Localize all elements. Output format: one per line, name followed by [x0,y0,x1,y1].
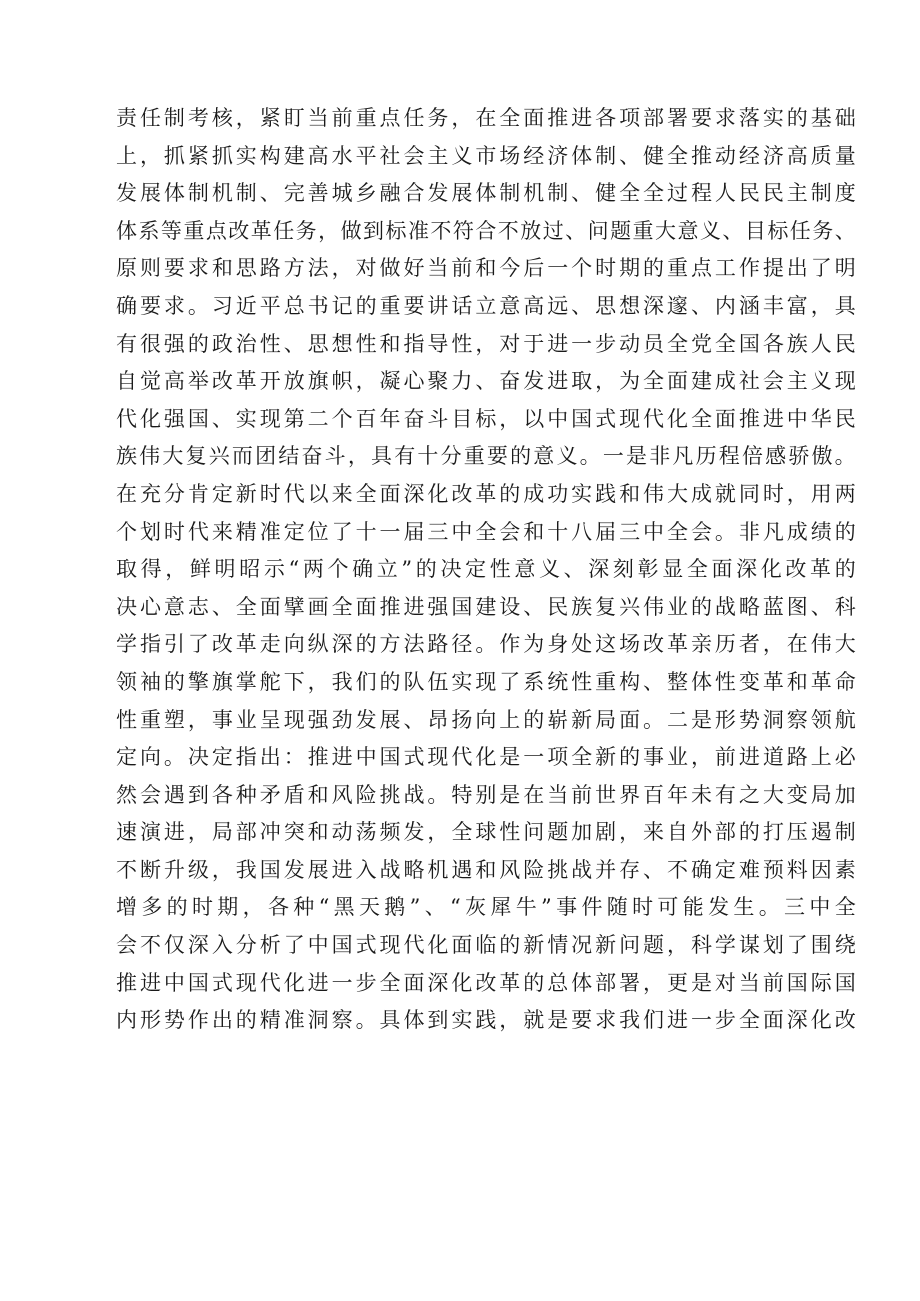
text-line-17: 性重塑，事业呈现强劲发展、昂扬向上的崭新局面。二是形势洞察领航 [116,707,856,732]
text-line-7: 有很强的政治性、思想性和指导性，对于进一步动员全党全国各族人民 [116,331,856,356]
text-line-3: 发展体制机制、完善城乡融合发展体制机制、健全全过程人民民主制度 [116,181,856,206]
text-line-15: 学指引了改革走向纵深的方法路径。作为身处这场改革亲历者，在伟大 [116,632,856,657]
text-line-2: 上，抓紧抓实构建高水平社会主义市场经济体制、健全推动经济高质量 [116,143,856,168]
body-text [116,100,856,1040]
text-line-4: 体系等重点改革任务，做到标准不符合不放过、问题重大意义、目标任务、 [116,218,856,243]
text-line-14: 决心意志、全面擘画全面推进强国建设、民族复兴伟业的战略蓝图、科 [116,594,856,619]
text-line-9: 代化强国、实现第二个百年奋斗目标，以中国式现代化全面推进中华民 [116,406,856,431]
text-line-12: 个划时代来精准定位了十一届三中全会和十八届三中全会。非凡成绩的 [116,519,856,544]
text-line-13: 取得，鲜明昭示“两个确立”的决定性意义、深刻彰显全面深化改革的 [116,557,856,582]
text-line-1: 责任制考核，紧盯当前重点任务，在全面推进各项部署要求落实的基础 [116,106,856,130]
text-line-5: 原则要求和思路方法，对做好当前和今后一个时期的重点工作提出了明 [116,256,856,281]
text-line-11: 在充分肯定新时代以来全面深化改革的成功实践和伟大成就同时，用两 [116,481,856,506]
text-line-8: 自觉高举改革开放旗帜，凝心聚力、奋发进取，为全面建成社会主义现 [116,369,856,394]
text-line-24: 推进中国式现代化进一步全面深化改革的总体部署，更是对当前国际国 [116,970,856,995]
text-line-19: 然会遇到各种矛盾和风险挑战。特别是在当前世界百年未有之大变局加 [116,782,856,807]
text-line-23: 会不仅深入分析了中国式现代化面临的新情况新问题，科学谋划了围绕 [116,933,856,958]
text-line-25: 内形势作出的精准洞察。具体到实践，就是要求我们进一步全面深化改 [116,1008,856,1033]
text-line-6: 确要求。习近平总书记的重要讲话立意高远、思想深邃、内涵丰富，具 [116,293,856,318]
text-line-21: 不断升级，我国发展进入战略机遇和风险挑战并存、不确定难预料因素 [116,857,856,882]
text-line-18: 定向。决定指出：推进中国式现代化是一项全新的事业，前进道路上必 [116,745,856,770]
text-line-10: 族伟大复兴而团结奋斗，具有十分重要的意义。一是非凡历程倍感骄傲。 [116,444,856,469]
text-line-22: 增多的时期，各种“黑天鹅”、“灰犀牛”事件随时可能发生。三中全 [116,895,856,920]
text-line-16: 领袖的擎旗掌舵下，我们的队伍实现了系统性重构、整体性变革和革命 [116,669,856,694]
text-line-20: 速演进，局部冲突和动荡频发，全球性问题加剧，来自外部的打压遏制 [116,820,856,845]
